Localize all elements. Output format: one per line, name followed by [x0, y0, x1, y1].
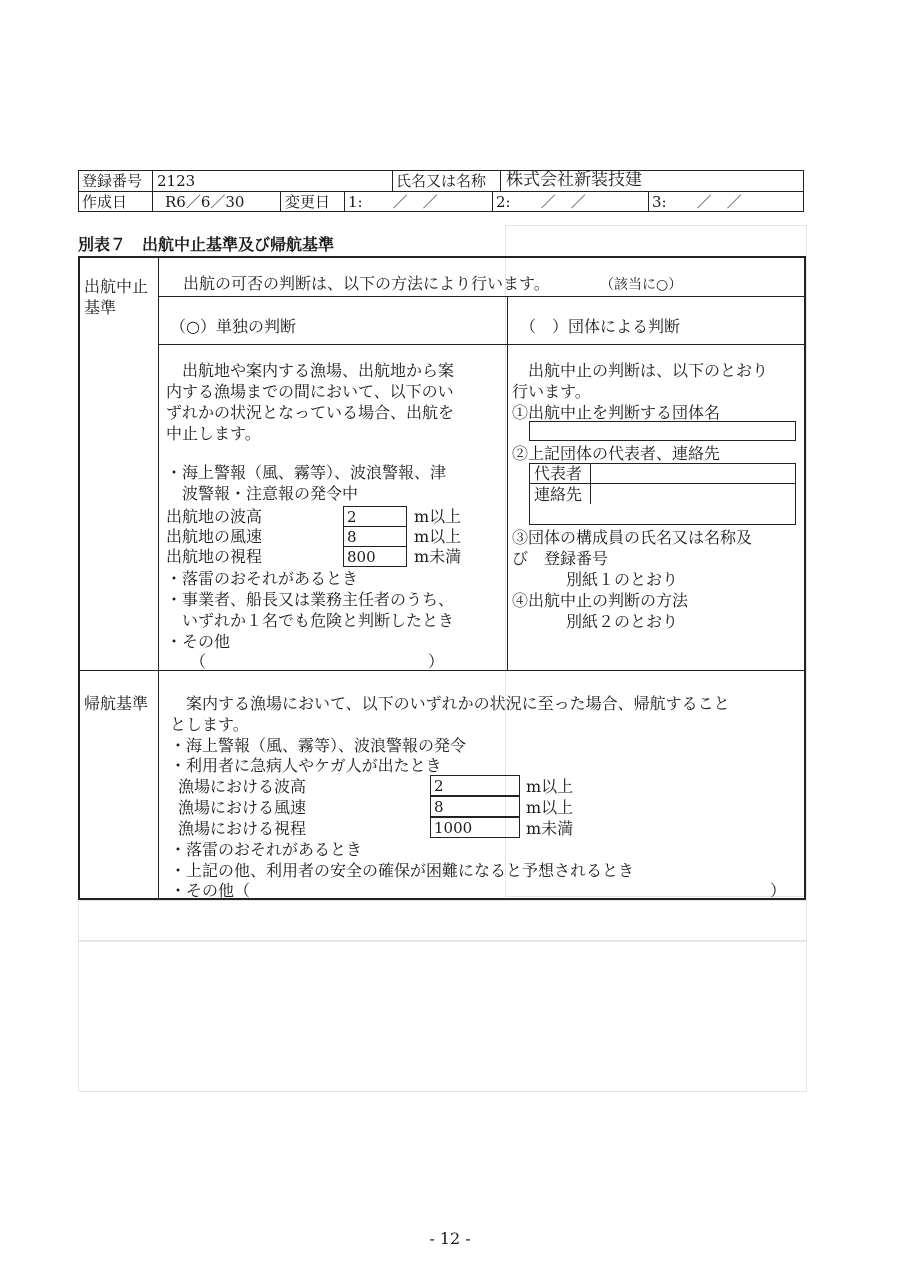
return-visibility-label: 漁場における視程 [178, 819, 307, 838]
departure-other-close: ） [428, 652, 445, 671]
intro-divider [158, 296, 804, 297]
page-number: - 12 - [429, 1229, 471, 1248]
departure-other-open: （ [190, 652, 207, 671]
group-members-1: ③団体の構成員の氏名又は名称及 [512, 528, 753, 547]
header-col-1 [152, 170, 153, 212]
return-wind-value: 8 [430, 796, 520, 817]
label-column-divider [158, 256, 159, 900]
departure-wind-unit: m以上 [414, 527, 462, 546]
bleed-through-line [78, 940, 807, 942]
departure-other: ・その他 [166, 632, 231, 651]
contact-label: 連絡先 [534, 485, 583, 504]
single-line-4: 中止します。 [166, 424, 261, 443]
name-value: 株式会社新装技建 [506, 170, 642, 190]
reg-no-value: 2123 [157, 172, 196, 190]
return-visibility-value: 1000 [430, 817, 520, 838]
departure-wave-unit: m以上 [414, 507, 462, 526]
option-group: （ ）団体による判断 [520, 317, 681, 336]
header-col-4 [280, 191, 281, 212]
created-value: R6／6／30 [165, 193, 245, 211]
return-intro-2: とします。 [170, 715, 249, 734]
reg-no-label: 登録番号 [82, 172, 143, 190]
departure-wave-label: 出航地の波高 [166, 507, 263, 526]
return-warning: ・海上警報（風、霧等）、波浪警報の発令 [170, 736, 467, 755]
return-safety: ・上記の他、利用者の安全の確保が困難になると予想されるとき [170, 861, 635, 880]
options-divider [158, 344, 804, 345]
change-1: 1: ／ ／ [348, 193, 438, 211]
departure-intro-note: （該当に○） [600, 277, 683, 293]
return-wave-unit: m以上 [526, 777, 574, 796]
rep-col-divider [590, 463, 591, 504]
created-label: 作成日 [82, 193, 128, 211]
group-method: ④出航中止の判断の方法 [512, 591, 689, 610]
group-name-field [529, 421, 796, 441]
return-other: ・その他（ [170, 881, 251, 900]
rep-label: 代表者 [534, 464, 583, 483]
departure-wind-value: 8 [343, 526, 407, 547]
group-rep-heading: ②上記団体の代表者、連絡先 [512, 444, 721, 463]
change-2: 2: ／ ／ [496, 193, 586, 211]
departure-wind-label: 出航地の風速 [166, 527, 263, 546]
group-line-2: 行います。 [512, 382, 591, 401]
departure-row-label-1: 出航中止 [84, 277, 149, 296]
table-left [78, 256, 80, 900]
warning-line-2: 波警報・注意報の発令中 [166, 484, 359, 503]
table-top [78, 256, 806, 258]
return-wave-label: 漁場における波高 [178, 777, 307, 796]
return-wind-label: 漁場における風速 [178, 798, 307, 817]
group-line-1: 出航中止の判断は、以下のとおり [512, 361, 769, 380]
attach-1: 別紙１のとおり [566, 570, 679, 589]
single-line-3: ずれかの状況となっている場合、出航を [166, 403, 455, 422]
return-row-label: 帰航基準 [84, 694, 149, 713]
return-visibility-unit: m未満 [526, 819, 574, 838]
return-wave-value: 2 [430, 775, 520, 796]
option-single: （○）単独の判断 [170, 317, 296, 336]
header-col-5 [344, 191, 345, 212]
return-thunder: ・落雷のおそれがあるとき [170, 840, 363, 859]
header-col-3 [500, 170, 501, 191]
header-col-6 [492, 191, 493, 212]
group-members-2: び 登録番号 [512, 549, 609, 568]
header-col-2 [392, 170, 393, 191]
operator-line-1: ・事業者、船長又は業務主任者のうち、 [166, 590, 455, 609]
group-line-3: ①出航中止を判断する団体名 [512, 403, 721, 422]
departure-thunder: ・落雷のおそれがあるとき [166, 569, 359, 588]
bleed-through-lower-frame [78, 900, 807, 1092]
attach-2: 別紙２のとおり [566, 612, 679, 631]
warning-line-1: ・海上警報（風、霧等）、波浪警報、津 [166, 463, 447, 482]
operator-line-2: いずれか１名でも危険と判断したとき [166, 611, 455, 630]
single-line-1: 出航地や案内する漁場、出航地から案 [166, 361, 455, 380]
departure-visibility-unit: m未満 [414, 547, 462, 566]
return-sick: ・利用者に急病人やケガ人が出たとき [170, 756, 442, 775]
change-3: 3: ／ ／ [652, 193, 742, 211]
return-other-close: ） [770, 881, 787, 900]
options-column-divider [507, 296, 508, 670]
return-wind-unit: m以上 [526, 798, 574, 817]
single-line-2: 内する漁場までの間において、以下のい [166, 382, 454, 401]
name-label: 氏名又は名称 [396, 172, 487, 190]
departure-visibility-value: 800 [343, 546, 407, 567]
departure-wave-value: 2 [343, 506, 407, 527]
departure-row-label-2: 基準 [84, 298, 117, 317]
departure-intro: 出航の可否の判断は、以下の方法により行います。 [183, 274, 550, 293]
table-right [804, 256, 806, 900]
return-intro-1: 案内する漁場において、以下のいずれかの状況に至った場合、帰航すること [170, 694, 730, 713]
header-col-7 [648, 191, 649, 212]
departure-visibility-label: 出航地の視程 [166, 547, 263, 566]
section-title: 別表７ 出航中止基準及び帰航基準 [78, 235, 335, 254]
changed-label: 変更日 [285, 193, 331, 211]
